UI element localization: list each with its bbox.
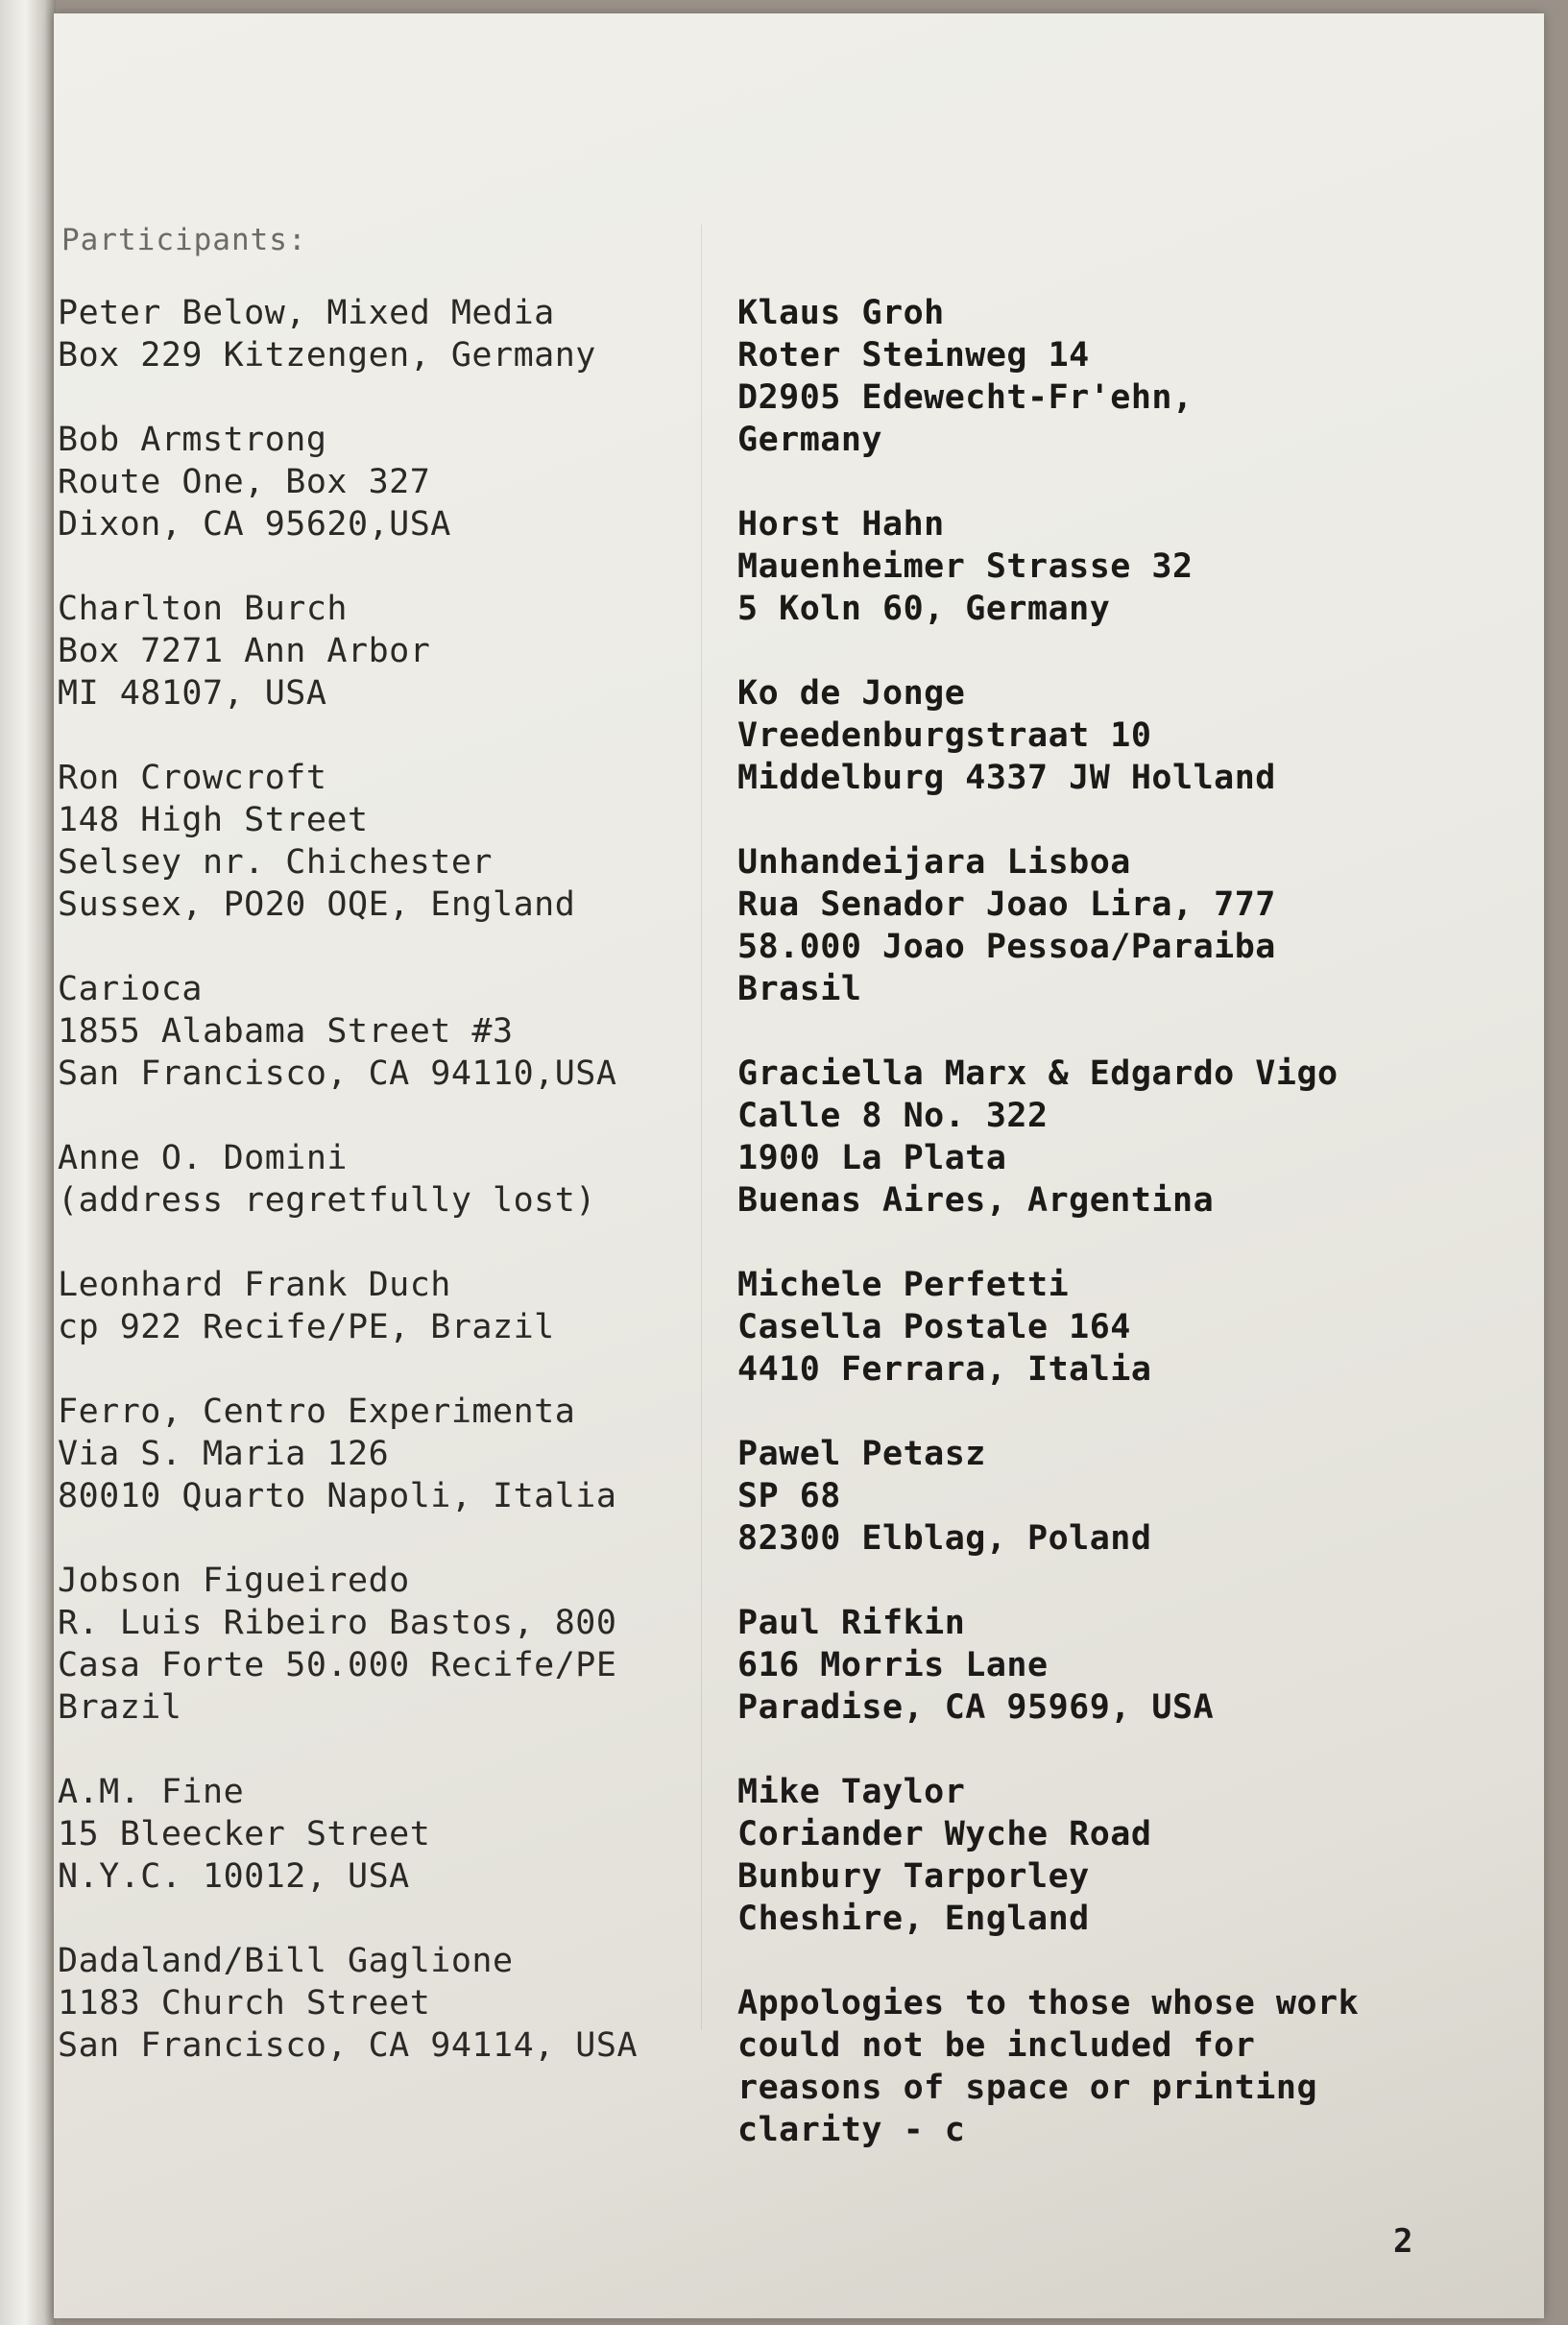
address-line: 1900 La Plata: [737, 1139, 1007, 1177]
address-line: cp 922 Recife/PE, Brazil: [58, 1308, 555, 1346]
participant-entry: [58, 968, 691, 1095]
address-line: Paradise, CA 95969, USA: [737, 1688, 1215, 1727]
address-line: 616 Morris Lane: [737, 1646, 1049, 1684]
participants-heading: Participants:: [61, 223, 307, 257]
participant-entry: [737, 1433, 1525, 1560]
address-line: 82300 Elblag, Poland: [737, 1519, 1152, 1558]
address-line: Middelburg 4337 JW Holland: [737, 759, 1276, 797]
address-line: 80010 Quarto Napoli, Italia: [58, 1477, 617, 1515]
participant-entry: [58, 1940, 691, 2067]
address-line: Germany: [737, 421, 883, 459]
participant-entry: [58, 419, 691, 545]
address-line: Brasil: [737, 970, 862, 1008]
participant-name: Michele Perfetti: [737, 1266, 1070, 1304]
participant-entry: [58, 757, 691, 926]
participant-name: Graciella Marx & Edgardo Vigo: [737, 1054, 1339, 1093]
participant-name: Horst Hahn: [737, 505, 945, 544]
address-line: 1183 Church Street: [58, 1984, 431, 2022]
address-line: Route One, Box 327: [58, 463, 431, 501]
address-line: 1855 Alabama Street #3: [58, 1012, 514, 1051]
address-line: N.Y.C. 10012, USA: [58, 1857, 410, 1896]
participant-entry: [737, 1771, 1525, 1940]
address-line: Roter Steinweg 14: [737, 336, 1090, 375]
address-line: San Francisco, CA 94110,USA: [58, 1054, 617, 1093]
participant-entry: [737, 841, 1525, 1010]
apology-note: [737, 1982, 1525, 2151]
address-line: 58.000 Joao Pessoa/Paraiba: [737, 928, 1276, 966]
book-binding-edge: [0, 0, 56, 2325]
participant-name: Unhandeijara Lisboa: [737, 843, 1131, 882]
note-line: Appologies to those whose work: [737, 1984, 1360, 2022]
participant-name: Peter Below, Mixed Media: [58, 294, 555, 332]
participant-name: Pawel Petasz: [737, 1435, 986, 1473]
participant-entry: [58, 1560, 691, 1729]
participant-entry: [737, 672, 1525, 799]
address-line: San Francisco, CA 94114, USA: [58, 2026, 639, 2065]
participant-entry: [737, 1602, 1525, 1729]
note-line: clarity - c: [737, 2111, 966, 2149]
participant-name: Charlton Burch: [58, 590, 349, 628]
address-line: Cheshire, England: [737, 1900, 1090, 1938]
address-line: Buenas Aires, Argentina: [737, 1181, 1215, 1220]
participant-name: Dadaland/Bill Gaglione: [58, 1942, 514, 1980]
address-line: Dixon, CA 95620,USA: [58, 505, 451, 544]
note-line: could not be included for: [737, 2026, 1256, 2065]
participant-entry: [737, 292, 1525, 461]
address-line: Brazil: [58, 1688, 182, 1727]
participant-name: Klaus Groh: [737, 294, 945, 332]
address-line: R. Luis Ribeiro Bastos, 800: [58, 1604, 617, 1642]
address-line: Selsey nr. Chichester: [58, 843, 494, 882]
address-line: Box 229 Kitzengen, Germany: [58, 336, 596, 375]
page-number: 2: [1393, 2222, 1413, 2261]
address-line: 148 High Street: [58, 801, 369, 839]
participant-name: Ron Crowcroft: [58, 759, 327, 797]
participant-entry: [58, 1391, 691, 1517]
page-sheet: [54, 13, 1544, 2318]
address-line: MI 48107, USA: [58, 674, 327, 713]
participant-entry: [58, 1264, 691, 1348]
participant-entry: [737, 503, 1525, 630]
participant-name: A.M. Fine: [58, 1773, 245, 1811]
address-line: Casa Forte 50.000 Recife/PE: [58, 1646, 617, 1684]
participant-name: Paul Rifkin: [737, 1604, 966, 1642]
participant-name: Mike Taylor: [737, 1773, 966, 1811]
address-line: Coriander Wyche Road: [737, 1815, 1152, 1853]
address-line: Sussex, PO20 OQE, England: [58, 885, 576, 924]
participant-entry: [737, 1053, 1525, 1222]
participant-name: Ferro, Centro Experimenta: [58, 1393, 576, 1431]
participant-name: Bob Armstrong: [58, 421, 327, 459]
participant-entry: [58, 588, 691, 714]
address-line: SP 68: [737, 1477, 841, 1515]
note-line: reasons of space or printing: [737, 2069, 1318, 2107]
participant-name: Ko de Jonge: [737, 674, 966, 713]
address-line: Mauenheimer Strasse 32: [737, 547, 1194, 586]
address-line: Via S. Maria 126: [58, 1435, 390, 1473]
participant-name: Anne O. Domini: [58, 1139, 349, 1177]
address-line: (address regretfully lost): [58, 1181, 596, 1220]
address-line: 15 Bleecker Street: [58, 1815, 431, 1853]
participant-entry: [58, 1771, 691, 1898]
address-line: Vreedenburgstraat 10: [737, 716, 1152, 755]
address-line: D2905 Edewecht-Fr'ehn,: [737, 378, 1194, 417]
address-line: Bunbury Tarporley: [737, 1857, 1090, 1896]
address-line: 4410 Ferrara, Italia: [737, 1350, 1152, 1389]
participant-name: Leonhard Frank Duch: [58, 1266, 451, 1304]
participant-name: Carioca: [58, 970, 204, 1008]
right-participant-column: [737, 292, 1525, 2193]
participant-entry: [58, 292, 691, 376]
address-line: 5 Koln 60, Germany: [737, 590, 1111, 628]
participant-name: Jobson Figueiredo: [58, 1562, 410, 1600]
address-line: Box 7271 Ann Arbor: [58, 632, 431, 670]
column-gutter: [701, 225, 702, 2030]
participant-entry: [737, 1264, 1525, 1391]
participant-entry: [58, 1137, 691, 1222]
address-line: Casella Postale 164: [737, 1308, 1131, 1346]
left-participant-column: [58, 292, 691, 2109]
address-line: Calle 8 No. 322: [737, 1097, 1049, 1135]
address-line: Rua Senador Joao Lira, 777: [737, 885, 1276, 924]
